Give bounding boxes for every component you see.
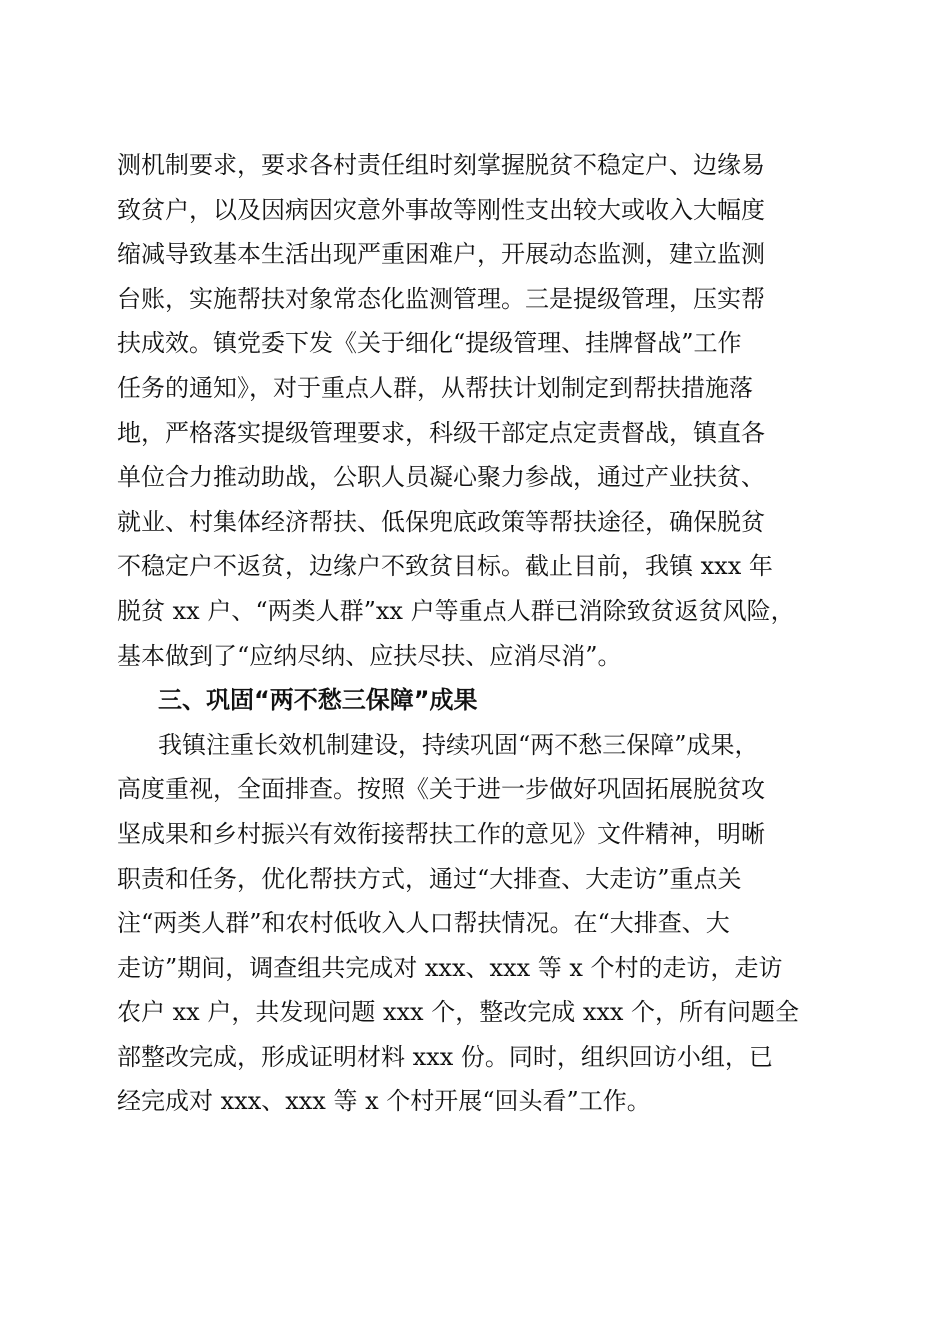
section-heading: 三、巩固“两不愁三保障”成果: [158, 686, 478, 715]
paragraph-line: 坚成果和乡村振兴有效衔接帮扶工作的意见》文件精神，明晰: [117, 819, 765, 848]
document-body: [117, 143, 833, 1124]
paragraph-line: 经完成对 xxx、xxx 等 x 个村开展“回头看”工作。: [117, 1087, 651, 1116]
paragraph-line: 就业、村集体经济帮扶、低保兜底政策等帮扶途径，确保脱贫: [117, 507, 765, 536]
paragraph-line: 职责和任务，优化帮扶方式，通过“大排查、大走访”重点关: [117, 864, 742, 893]
paragraph-line: 不稳定户不返贫，边缘户不致贫目标。截止目前，我镇 xxx 年: [117, 552, 773, 581]
paragraph-line: 缩减导致基本生活出现严重困难户，开展动态监测，建立监测: [117, 240, 765, 269]
paragraph-line: 我镇注重长效机制建设，持续巩固“两不愁三保障”成果，: [158, 730, 759, 759]
paragraph-line: 任务的通知》，对于重点人群，从帮扶计划制定到帮扶措施落: [117, 373, 753, 402]
paragraph-line: 扶成效。镇党委下发《关于细化“提级管理、挂牌督战”工作: [117, 329, 742, 358]
paragraph-line: 测机制要求，要求各村责任组时刻掌握脱贫不稳定户、边缘易: [117, 151, 765, 179]
paragraph-line: 脱贫 xx 户、“两类人群”xx 户等重点人群已消除致贫返贫风险，: [117, 596, 795, 625]
paragraph-line: 单位合力推动助战，公职人员凝心聚力参战，通过产业扶贫、: [117, 463, 765, 492]
paragraph-line: 基本做到了“应纳尽纳、应扶尽扶、应消尽消”。: [117, 641, 622, 670]
paragraph-line: 部整改完成，形成证明材料 xxx 份。同时，组织回访小组，已: [117, 1042, 773, 1071]
paragraph-line: 高度重视，全面排查。按照《关于进一步做好巩固拓展脱贫攻: [117, 775, 765, 804]
paragraph-1: [117, 143, 833, 678]
paragraph-line: 致贫户，以及因病因灾意外事故等刚性支出较大或收入大幅度: [117, 195, 765, 224]
paragraph-2: [117, 723, 833, 1124]
paragraph-line: 注“两类人群”和农村低收入人口帮扶情况。在“大排查、大: [117, 909, 730, 938]
paragraph-line: 地，严格落实提级管理要求，科级干部定点定责督战，镇直各: [117, 418, 765, 447]
paragraph-line: 台账，实施帮扶对象常态化监测管理。三是提级管理，压实帮: [117, 284, 765, 313]
paragraph-line: 农户 xx 户，共发现问题 xxx 个，整改完成 xxx 个，所有问题全: [117, 998, 800, 1027]
paragraph-line: 走访”期间，调查组共完成对 xxx、xxx 等 x 个村的走访，走访: [117, 953, 783, 982]
